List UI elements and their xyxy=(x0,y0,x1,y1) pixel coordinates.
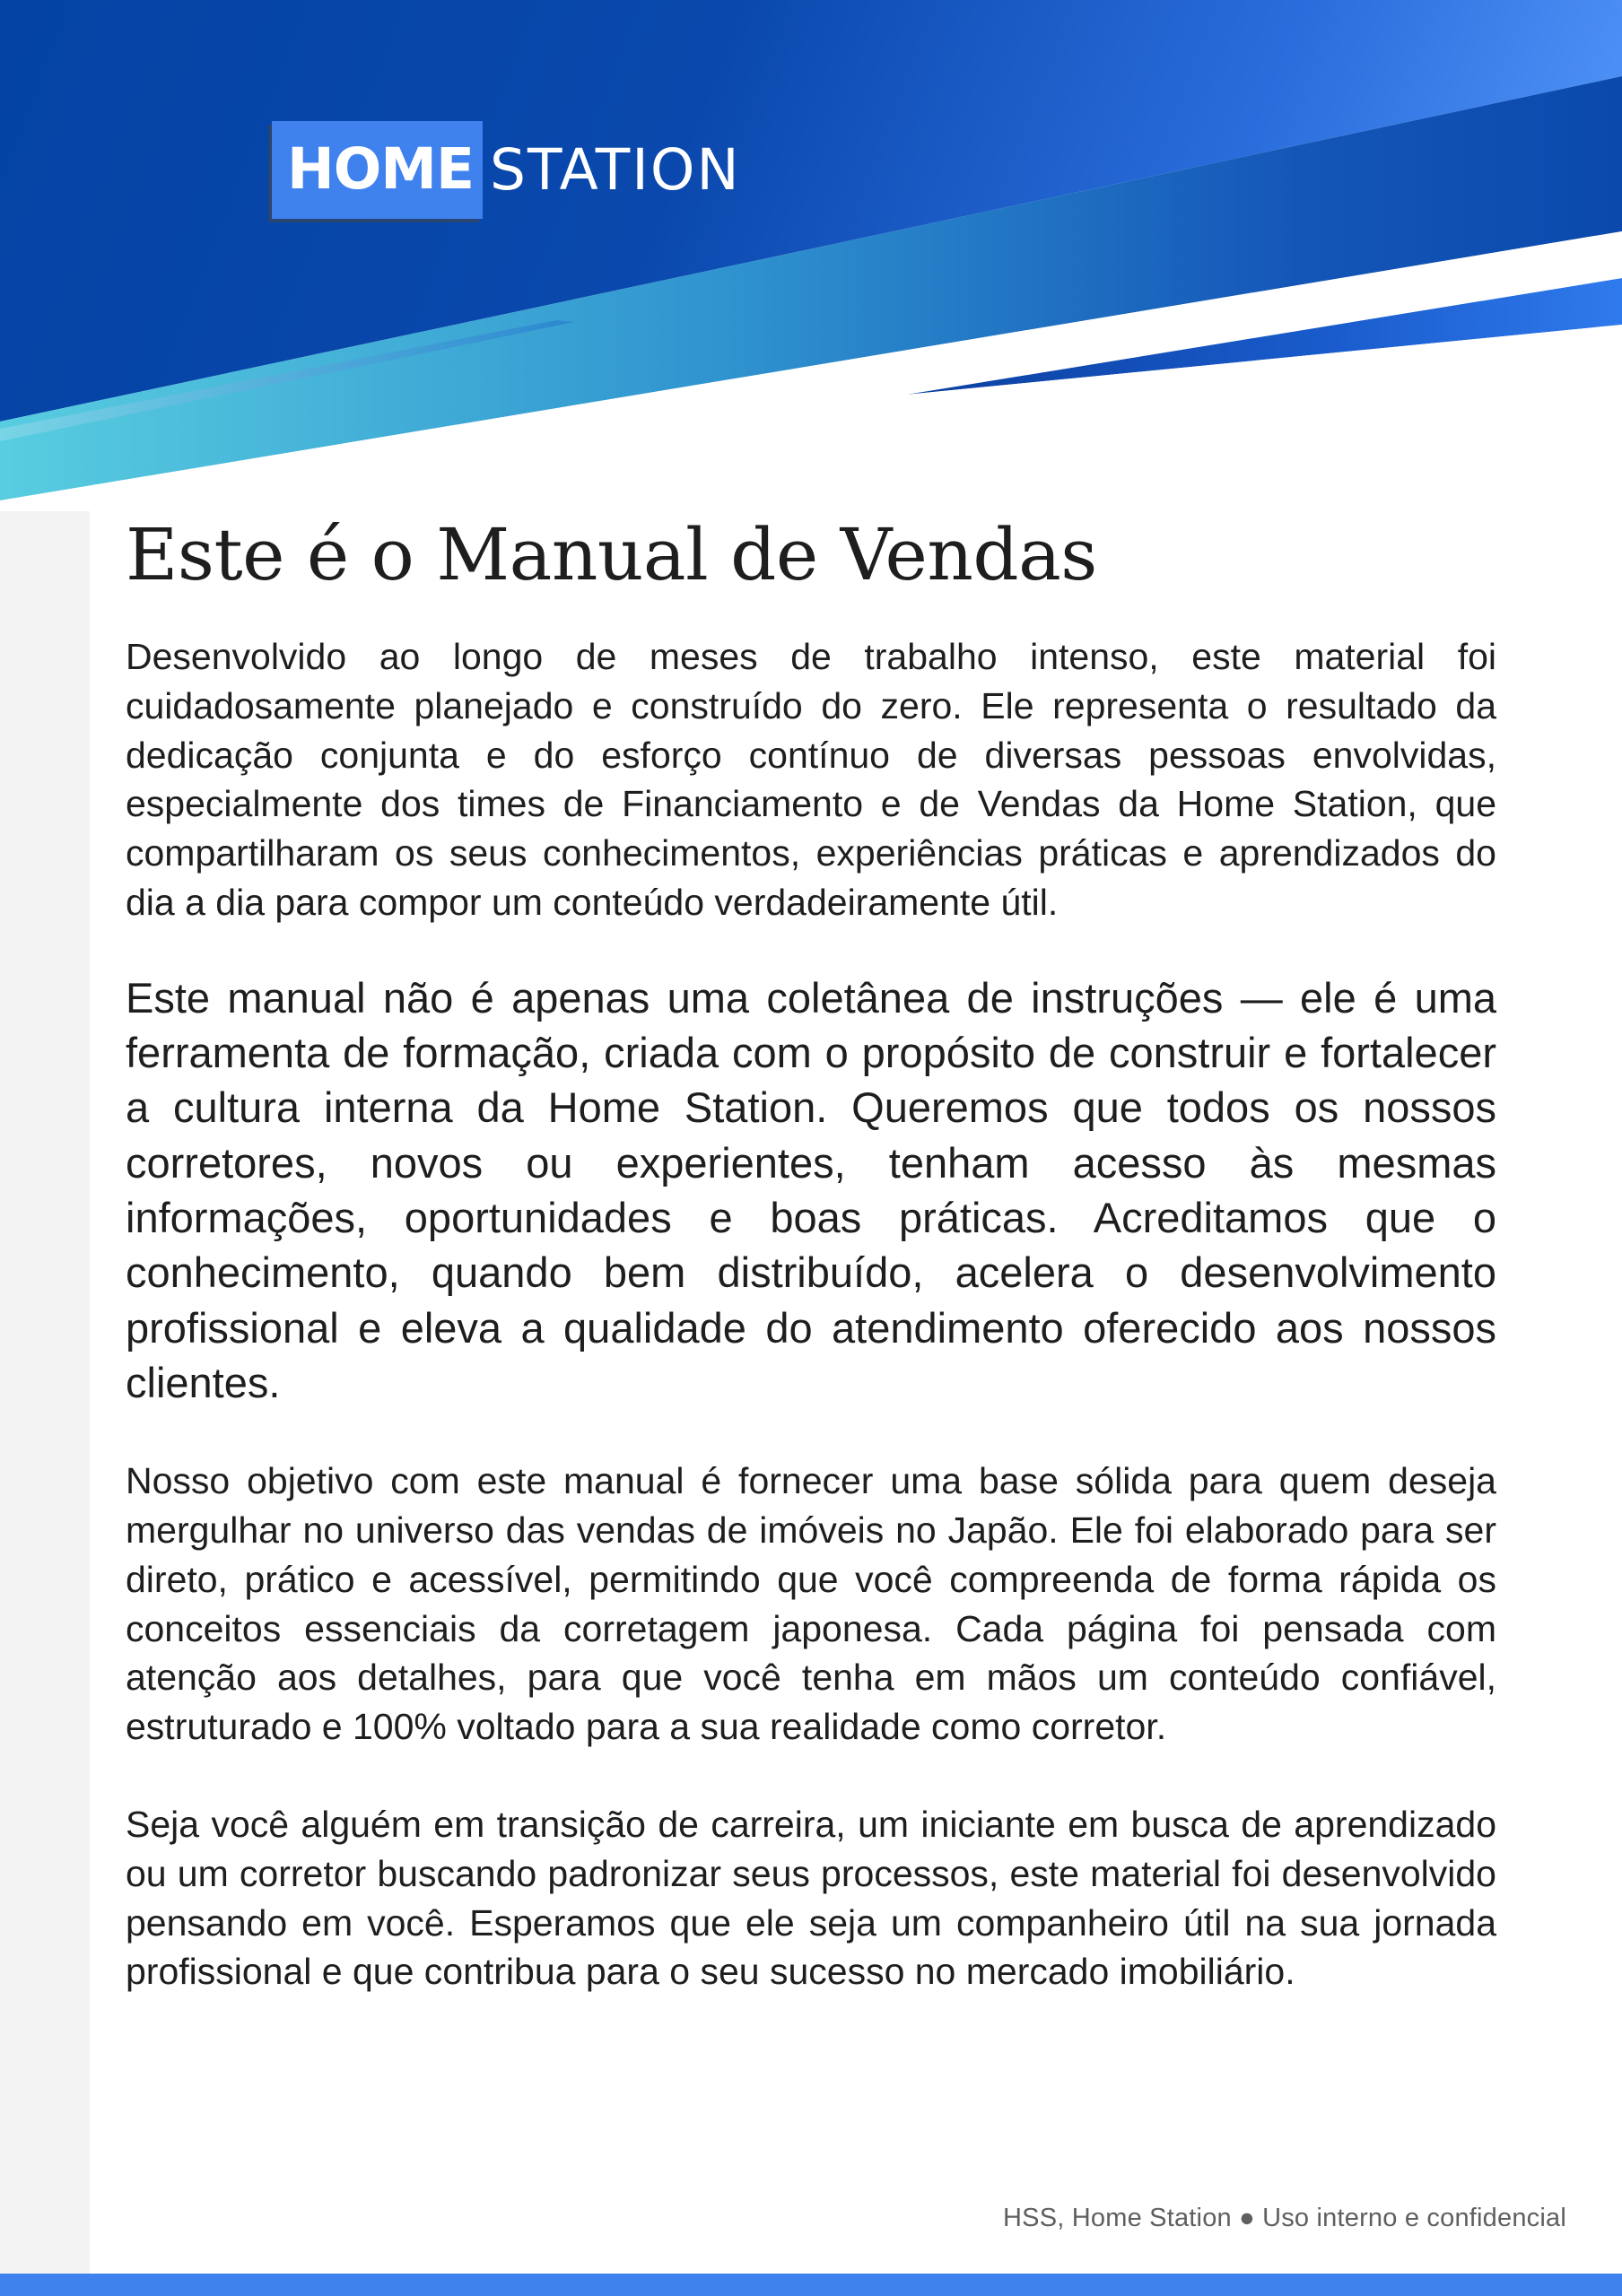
brand-logo xyxy=(272,120,741,219)
main-content xyxy=(126,502,1496,1996)
logo-station-text: STATION xyxy=(490,136,741,203)
paragraph-culture: Este manual não é apenas uma coletânea de instruções — ele é uma ferramenta de formação, criada com o propósito de construir e fortalecer a cultura interna da Home Station. Queremos que todos os nossos corretores, novos ou experientes, tenham acesso às mesmas informações, oportunidades e boas práticas. Acreditamos que o conhecimento, quando bem distribuído, acelera o desenvolvimento profissional e eleva a qualidade do atendimento oferecido aos nossos clientes. xyxy=(126,973,1496,1406)
logo-home-text: HOME xyxy=(272,121,483,219)
paragraph-audience: Seja você alguém em transição de carreira, um iniciante em busca de aprendizado ou um corretor buscando padronizar seus processos, este material foi desenvolvido pensando em você. Esperamos que ele seja um companheiro útil na sua jornada profissional e que contribua para o seu sucesso no mercado imobiliário. xyxy=(126,1803,1496,1993)
footer-bar xyxy=(0,2274,1622,2296)
paragraph-intro: Desenvolvido ao longo de meses de trabalho intenso, este material foi cuidadosamente planejado e construído do zero. Ele representa o resultado da dedicação conjunta e do esforço contínuo de diversas pessoas envolvidas, especialmente dos times de Financiamento e de Vendas da Home Station, que compartilharam os seus conhecimentos, experiências práticas e aprendizados do dia a dia para compor um conteúdo verdadeiramente útil. xyxy=(126,636,1496,923)
header-banner xyxy=(0,0,1622,511)
left-margin-strip xyxy=(0,484,90,2274)
paragraph-objective: Nosso objetivo com este manual é fornecer uma base sólida para quem deseja mergulhar no universo das vendas de imóveis no Japão. Ele foi elaborado para ser direto, prático e acessível, permitindo que você compreenda de forma rápida os conceitos essenciais da corretagem japonesa. Cada página foi pensada com atenção aos detalhes, para que você tenha em mãos um conteúdo confiável, estruturado e 100% voltado para a sua realidade como corretor. xyxy=(126,1460,1496,1748)
page-title: Este é o Manual de Vendas xyxy=(126,513,1097,596)
footer-note: HSS, Home Station ● Uso interno e confidencial xyxy=(1003,2204,1566,2232)
